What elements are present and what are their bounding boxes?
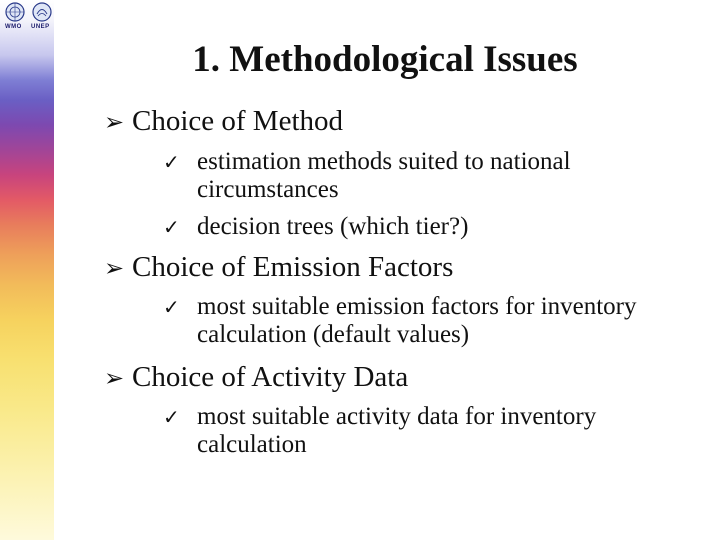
unep-logo-label: UNEP [31,24,50,30]
checkmark-icon: ✓ [163,215,180,239]
checkmark-icon: ✓ [163,295,180,319]
logo-group [2,2,58,36]
sub-item-emission-factors [163,293,667,349]
gradient-side-bar [0,0,54,540]
sub-item-estimation-methods [163,148,667,204]
arrow-icon: ➢ [104,364,125,392]
section-heading-method [104,107,343,136]
arrow-icon: ➢ [104,108,125,136]
arrow-icon: ➢ [104,254,125,282]
slide-title: 1. Methodological Issues [192,39,578,80]
section-heading-text: Choice of Method [132,105,344,137]
section-heading-text: Choice of Activity Data [132,361,409,393]
section-heading-activity-data [104,363,408,392]
wmo-logo-icon [5,2,25,22]
sub-item-text: most suitable emission factors for inventory calculation (default values) [197,293,637,348]
unep-logo-icon [32,2,52,22]
checkmark-icon: ✓ [163,150,180,174]
sub-item-text: most suitable activity data for inventory calculation [197,403,597,458]
wmo-logo-label: WMO [5,24,22,30]
sub-item-decision-trees [163,213,667,241]
section-heading-emission-factors [104,253,453,282]
checkmark-icon: ✓ [163,405,180,429]
sub-item-text: decision trees (which tier?) [197,213,469,240]
sub-item-text: estimation methods suited to national circumstances [197,148,571,203]
section-heading-text: Choice of Emission Factors [132,251,454,283]
sub-item-activity-data [163,403,667,459]
